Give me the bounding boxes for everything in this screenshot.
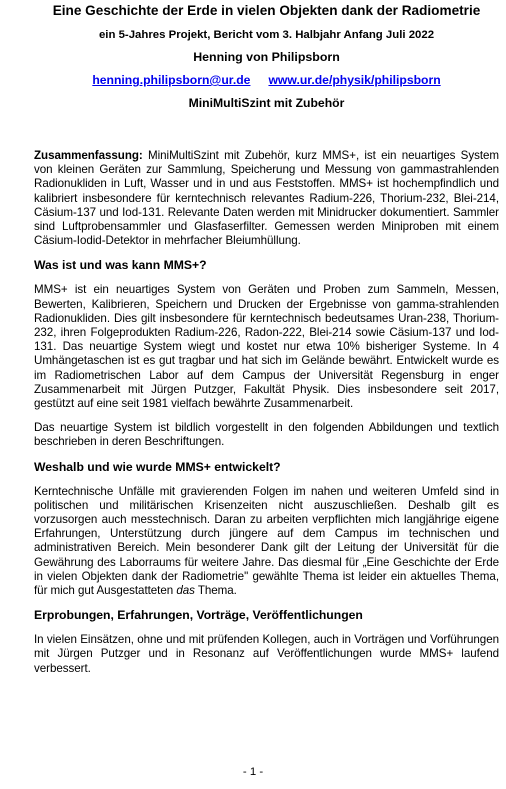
email-link[interactable]: henning.philipsborn@ur.de [92,73,251,87]
section-heading: Was ist und was kann MMS+? [34,258,207,273]
author-name: Henning von Philipsborn [193,50,340,64]
summary-label: Zusammenfassung: [34,149,143,162]
section-heading: Erprobungen, Erfahrungen, Vorträge, Veröffentlichungen [34,608,363,623]
section-paragraph: MMS+ ist ein neuartiges System von Geräten und Proben zum Sammeln, Messen, Bewerten, Kalibrieren, Speichern und Drucken der Ergebnisse von gamma-strahlenden Radionukliden. Dies gilt insbesondere für kerntechnisch bedeutsames Uran-238, Thorium-232, ihren Folgeprodukten Radium-226, Radon-222, Blei-214 sowie Cäsium-137 und Iod-131. Das neuartige System wiegt und kostet nur etwa 10% bisheriger Systeme. In 4 Umhängetaschen ist es gut tragbar und hat sich im Gelände bewährt. Entwickelt wurde es im Radiometrischen Labor auf dem Campus der Universität Regensburg in enger Zusammenarbeit mit Jürgen Putzger, Fakultät Physik. Dies insbesondere seit 2017, gestützt auf eine seit 1981 vielfach bewährte Zusammenarbeit. [34,283,499,411]
paragraph-text: Kerntechnische Unfälle mit gravierenden Folgen im nahen und weiteren Umfeld sind in politischen und militärischen Krisenzeiten nicht auszuschließen. Deshalb gilt es vorzusorgen auch messtechnisch. Daran zu arbeiten verpflichten mich langjährige eigene Erfahrungen, Unterstützung durch jüngere auf dem Campus im technischen und administrativen Bereich. Mein besonderer Dank gilt der Leitung der Universität für die Gewährung des Laborraums für weitere Jahre. Das diesmal für „Eine Geschichte der Erde in vielen Objekten dank der Radiometrie" gewählte Thema ist leider ein aktuelles Thema, für mich gut Ausgestatteten [34,484,499,598]
section-paragraph [34,485,499,599]
page-number: - 1 - [242,766,264,778]
contact-links [34,73,499,88]
summary-text: MiniMultiSzint mit Zubehör, kurz MMS+, ist ein neuartiges System von kleinen Geräten zur Sammlung, Speicherung und Messung von gammastrahlenden Radionukliden in Luft, Wasser und in und aus Feststoffen. MMS+ ist hochempfindlich und kalibriert insbesondere für kerntechnisch relevantes Radium-226, Thorium-232, Blei-214, Cäsium-137 und Iod-131. Relevante Daten werden mit Minidrucker dokumentiert. Sammler sind Luftprobensammler und Glasfaserfilter. Gemessen werden Miniproben mit einem Cäsium-Iodid-Detektor in mehrfacher Bleiumhüllung. [34,149,500,248]
summary-paragraph [34,149,499,248]
paragraph-text: Thema. [194,584,237,598]
section-paragraph: Das neuartige System ist bildlich vorgestellt in den folgenden Abbildungen und textlich beschrieben in deren Beschriftungen. [34,421,499,449]
emphasis-text: das [176,584,195,598]
document-page [34,0,499,676]
section-heading: Weshalb und wie wurde MMS+ entwickelt? [34,459,281,474]
website-link[interactable]: www.ur.de/physik/philipsborn [268,73,441,87]
document-title: Eine Geschichte der Erde in vielen Objekten dank der Radiometrie [52,3,481,18]
product-name: MiniMultiSzint mit Zubehör [188,96,345,110]
document-subtitle: ein 5-Jahres Projekt, Bericht vom 3. Halbjahr Anfang Juli 2022 [98,29,435,41]
section-paragraph: In vielen Einsätzen, ohne und mit prüfenden Kollegen, auch in Vorträgen und Vorführungen mit Jürgen Putzger und in Resonanz auf Veröffentlichungen wurde MMS+ laufend verbessert. [34,633,499,675]
